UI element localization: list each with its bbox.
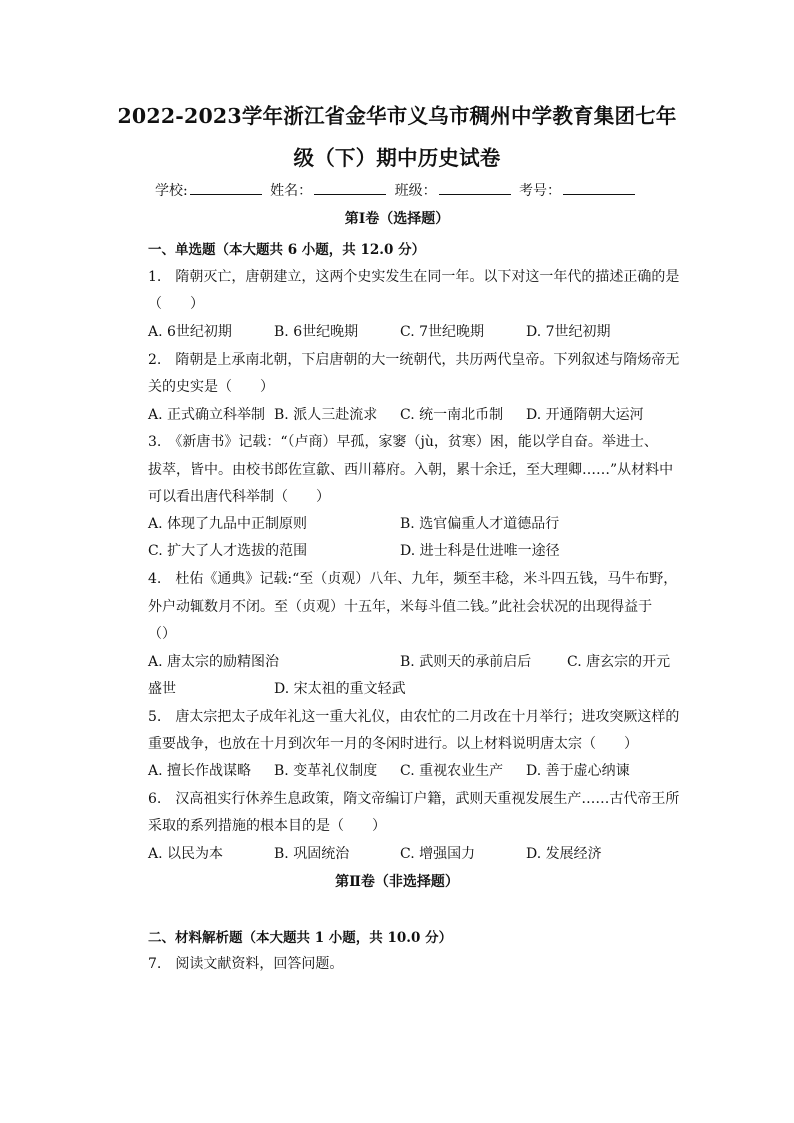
q5-option-d: D. 善于虚心纳谏 [526,763,630,779]
q1-option-d: D. 7世纪初期 [526,324,611,340]
q3-line1: 3. 《新唐书》记载：“（卢商）早孤，家窭（jù，贫寒）困，能以学自奋。举进士、 [148,434,658,450]
q1-line1: 1. 隋朝灭亡，唐朝建立，这两个史实发生在同一年。以下对这一年代的描述正确的是 [148,269,680,285]
q6-option-d: D. 发展经济 [526,846,602,862]
q1-option-c: C. 7世纪晚期 [400,324,485,340]
q2-option-a: A. 正式确立科举制 [148,407,266,423]
q4-option-c-cont: 盛世 [148,681,176,697]
q4-line2: 外户动辄数月不闭。至（贞观）十五年，米每斗值二钱。”此社会状况的出现得益于 [148,599,653,615]
q6-option-c: C. 增强国力 [400,846,476,862]
q4-option-d: D. 宋太祖的重文轻武 [274,681,406,697]
q5-line2: 重要战争，也放在十月到次年一月的冬闲时进行。以上材料说明唐太宗（ ） [148,736,638,752]
q5-line1: 5. 唐太宗把太子成年礼这一重大礼仪，由农忙的二月改在十月举行；进攻突厥这样的 [148,709,680,725]
q3-option-d: D. 进士科是仕进唯一途径 [400,543,560,559]
exam-no-blank [563,181,635,195]
q4-option-b: B. 武则天的承前启后 [400,654,532,670]
exam-no-label: 考号： [519,183,562,199]
section1-heading: 一、单选题（本大题共 6 小题，共 12.0 分） [148,242,426,258]
q5-option-a: A. 擅长作战谋略 [148,763,252,779]
q1-option-b: B. 6世纪晚期 [274,324,359,340]
q3-line3: 可以看出唐代科举制（ ） [148,489,330,505]
q1-line2: （ ） [148,296,204,312]
q6-line2: 采取的系列措施的根本目的是（ ） [148,818,386,834]
q7-line1: 7. 阅读文献资料，回答问题。 [148,956,344,972]
part1-title: 第Ⅰ卷（选择题） [344,211,450,227]
class-blank [439,181,511,195]
q2-option-b: B. 派人三赴流求 [274,407,378,423]
q6-option-b: B. 巩固统治 [274,846,350,862]
q2-option-d: D. 开通隋朝大运河 [526,407,644,423]
q2-line1: 2. 隋朝是上承南北朝，下启唐朝的大一统朝代，共历两代皇帝。下列叙述与隋炀帝无 [148,352,680,368]
q4-line1: 4. 杜佑《通典》记载:“至（贞观）八年、九年，频至丰稔，米斗四五钱，马牛布野， [148,571,678,587]
q1-option-a: A. 6世纪初期 [148,324,232,340]
q4-option-c: C. 唐玄宗的开元 [567,654,671,670]
name-label: 姓名： [270,183,313,199]
q2-option-c: C. 统一南北币制 [400,407,504,423]
school-label: 学校: [154,183,188,199]
exam-title-line2: 级（下）期中历史试卷 [293,146,501,170]
q3-option-b: B. 选官偏重人才道德品行 [400,516,560,532]
part2-title: 第Ⅱ卷（非选择题） [335,874,459,890]
name-blank [314,181,386,195]
student-info-row [0,180,794,200]
q3-option-c: C. 扩大了人才选拔的范围 [148,543,308,559]
q3-line2: 拔萃，皆中。由校书郎佐宣歙、西川幕府。入朝，累十余迁，至大理卿……”从材料中 [148,462,674,478]
q4-option-a: A. 唐太宗的励精图治 [148,654,280,670]
q5-option-c: C. 重视农业生产 [400,763,504,779]
q2-line2: 关的史实是（ ） [148,379,274,395]
q4-line3: （） [148,626,176,642]
school-blank [190,181,262,195]
section2-heading: 二、材料解析题（本大题共 1 小题，共 10.0 分） [148,930,453,946]
q5-option-b: B. 变革礼仪制度 [274,763,378,779]
q6-line1: 6. 汉高祖实行休养生息政策，隋文帝编订户籍，武则天重视发展生产……古代帝王所 [148,791,680,807]
class-label: 班级： [394,183,437,199]
exam-title-line1: 2022-2023学年浙江省金华市义乌市稠州中学教育集团七年 [117,104,677,128]
q6-option-a: A. 以民为本 [148,846,224,862]
q3-option-a: A. 体现了九品中正制原则 [148,516,308,532]
